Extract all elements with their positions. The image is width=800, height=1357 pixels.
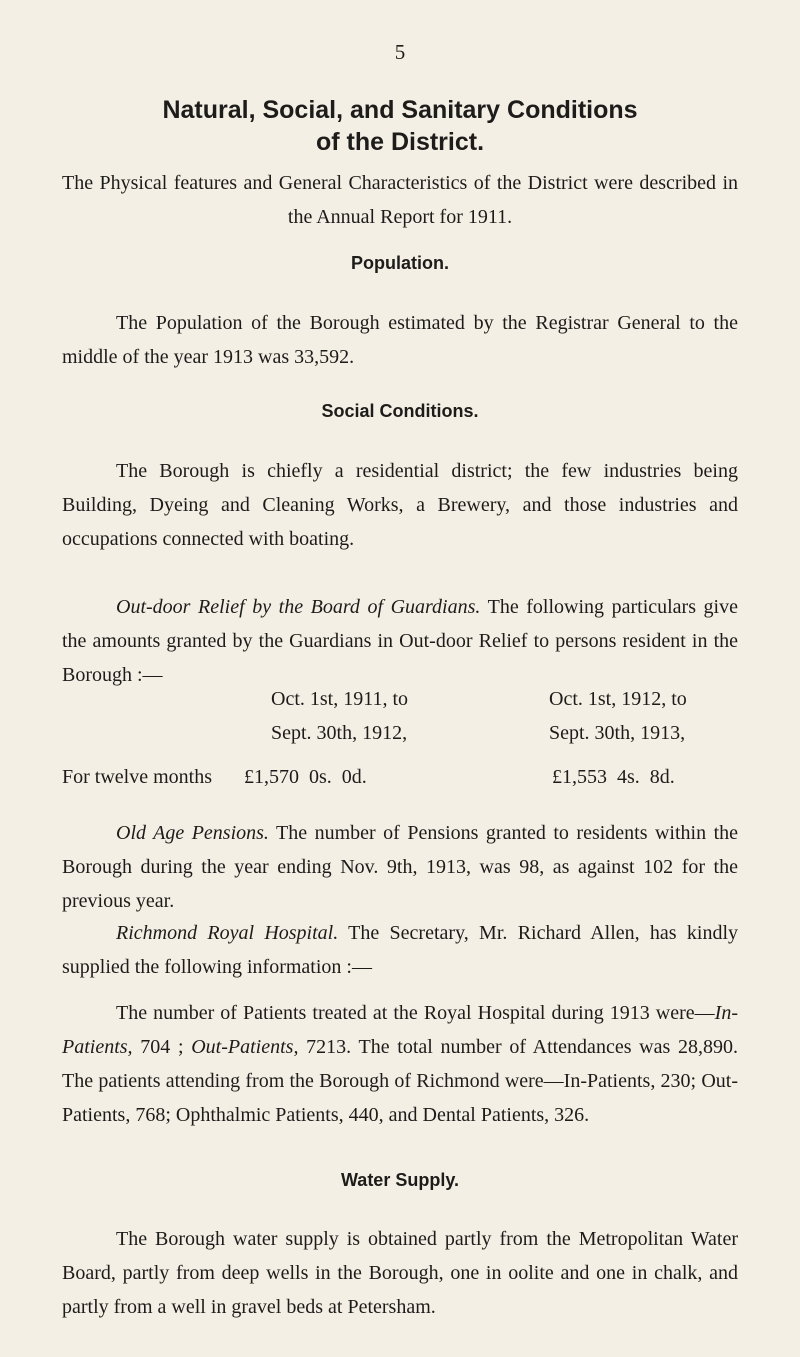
population-paragraph: The Population of the Borough estimated by the Registrar General to the middle of the year 1913 was 33,592. [62, 312, 738, 368]
twelve-months-label: For twelve months [62, 766, 212, 788]
in-patients-label: In-Patients, [62, 1002, 738, 1058]
intro-paragraph: The Physical features and General Characteristics of the District were described in the Annual Report for 1911. [62, 172, 738, 228]
water-paragraph: The Borough water supply is obtained partly from the Metropolitan Water Board, partly from deep wells in the Borough, one in oolite and one in chalk, and partly from a well in gravel beds at Petersham. [62, 1228, 738, 1318]
population-heading: Population. [351, 253, 449, 273]
pensions-paragraph [62, 816, 738, 918]
page-title [60, 94, 740, 158]
hospital-text: The Secretary, Mr. Richard Allen, has kindly supplied the following information :— [62, 922, 738, 978]
page-number: 5 [394, 40, 406, 64]
outdoor-relief-lead: Out-door Relief by the Board of Guardians. [116, 596, 481, 618]
hospital-paragraph [62, 916, 738, 984]
social-paragraph: The Borough is chiefly a residential district; the few industries being Building, Dyeing and Cleaning Works, a Brewery, and those industries and occupations connected with boating. [62, 460, 738, 550]
period-1-from: Oct. 1st, 1911, to [271, 688, 409, 710]
outdoor-relief-paragraph [62, 590, 738, 692]
patients-text-b: 704 ; [132, 1036, 192, 1058]
out-patients-label: Out-Patients, [191, 1036, 299, 1058]
relief-amount-1912-13: £1,553 4s. 8d. [552, 766, 675, 788]
water-heading: Water Supply. [340, 1170, 459, 1190]
patients-text-c: 7213. The total number of Attendances was 28,890. The patients attending from the Borough of Richmond were—In-Patients, 230; Out-Patients, 768; Ophthalmic Patients, 440, and Dental Patients, 326. [62, 1036, 738, 1126]
title-line-1: Natural, Social, and Sanitary Conditions [162, 96, 638, 124]
pensions-text: The number of Pensions granted to residents within the Borough during the year ending Nov. 9th, 1913, was 98, as against 102 for the previous year. [62, 822, 739, 912]
hospital-patients-paragraph [62, 996, 738, 1132]
patients-text-a: The number of Patients treated at the Royal Hospital during 1913 were— [116, 1002, 715, 1024]
social-heading: Social Conditions. [321, 401, 479, 421]
outdoor-relief-text: The following particulars give the amounts granted by the Guardians in Out-door Relief to persons resident in the Borough :— [62, 596, 738, 686]
hospital-lead: Richmond Royal Hospital. [116, 922, 339, 944]
pensions-lead: Old Age Pensions. [116, 822, 269, 844]
period-2-from: Oct. 1st, 1912, to [549, 688, 687, 710]
period-1-to: Sept. 30th, 1912, [271, 722, 408, 744]
title-line-2: of the District. [315, 128, 485, 156]
period-2-to: Sept. 30th, 1913, [549, 722, 686, 744]
relief-amount-1911-12: £1,570 0s. 0d. [244, 766, 367, 788]
